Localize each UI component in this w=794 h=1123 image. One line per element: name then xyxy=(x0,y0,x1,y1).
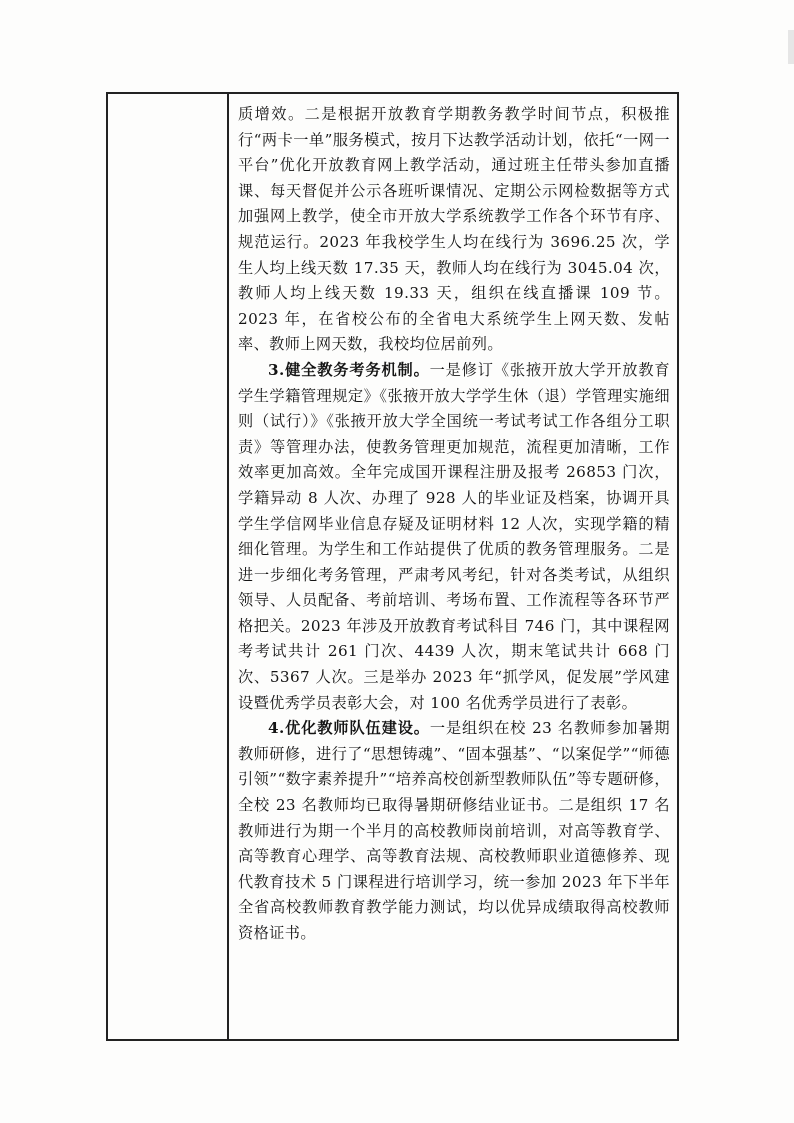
section-3-heading: 3.健全教务考务机制。 xyxy=(268,360,430,379)
column-divider xyxy=(227,92,229,1041)
paragraph-section-3 xyxy=(238,358,670,716)
section-4-body: 一是组织在校 23 名教师参加暑期教师研修，进行了“思想铸魂”、“固本强基”、“以案促学”“师德引领”“数字素养提升”“培养高校创新型教师队伍”等专题研修，全校 23 名教师均已取得暑期研修结业证书。二是组织 17 名教师进行为期一个半月的高校教师岗前培训，对高等教育学、高等教育心理学、高等教育法规、高校教师职业道德修养、现代教育技术 5 门课程进行培训学习，统一参加 2023 年下半年全省高校教师教育教学能力测试，均以优异成绩取得高校教师资格证书。 xyxy=(238,719,670,942)
content-cell xyxy=(238,102,670,947)
paragraph-section-4 xyxy=(238,716,670,946)
section-4-heading: 4.优化教师队伍建设。 xyxy=(268,719,430,738)
scan-edge-mark xyxy=(788,30,794,64)
section-3-body: 一是修订《张掖开放大学开放教育学生学籍管理规定》《张掖开放大学学生休（退）学管理实施细则（试行）》《张掖开放大学全国统一考试考试工作各组分工职责》等管理办法，使教务管理更加规范，流程更加清晰，工作效率更加高效。全年完成国开课程注册及报考 26853 门次，学籍异动 8 人次、办理了 928 人的毕业证及档案，协调开具学生学信网毕业信息存疑及证明材料 12 人次，实现学籍的精细化管理。为学生和工作站提供了优质的教务管理服务。二是进一步细化考务管理，严肃考风考纪，针对各类考试，从组织领导、人员配备、考前培训、考场布置、工作流程等各环节严格把关。2023 年涉及开放教育考试科目 746 门，其中课程网考考试共计 261 门次、4439 人次，期末笔试共计 668 门次、5367 人次。三是举办 2023 年“抓学风，促发展”学风建设暨优秀学员表彰大会，对 100 名优秀学员进行了表彰。 xyxy=(238,360,670,712)
paragraph-continuation: 质增效。二是根据开放教育学期教务教学时间节点，积极推行“两卡一单”服务模式，按月下达教学活动计划，依托“一网一平台”优化开放教育网上教学活动，通过班主任带头参加直播课、每天督促并公示各班听课情况、定期公示网检数据等方式加强网上教学，使全市开放大学系统教学工作各个环节有序、规范运行。2023 年我校学生人均在线行为 3696.25 次，学生人均上线天数 17.35 天，教师人均在线行为 3045.04 次，教师人均上线天数 19.33 天，组织在线直播课 109 节。2023 年，在省校公布的全省电大系统学生上网天数、发帖率、教师上网天数，我校均位居前列。 xyxy=(238,105,670,354)
label-cell-empty xyxy=(108,94,226,1039)
